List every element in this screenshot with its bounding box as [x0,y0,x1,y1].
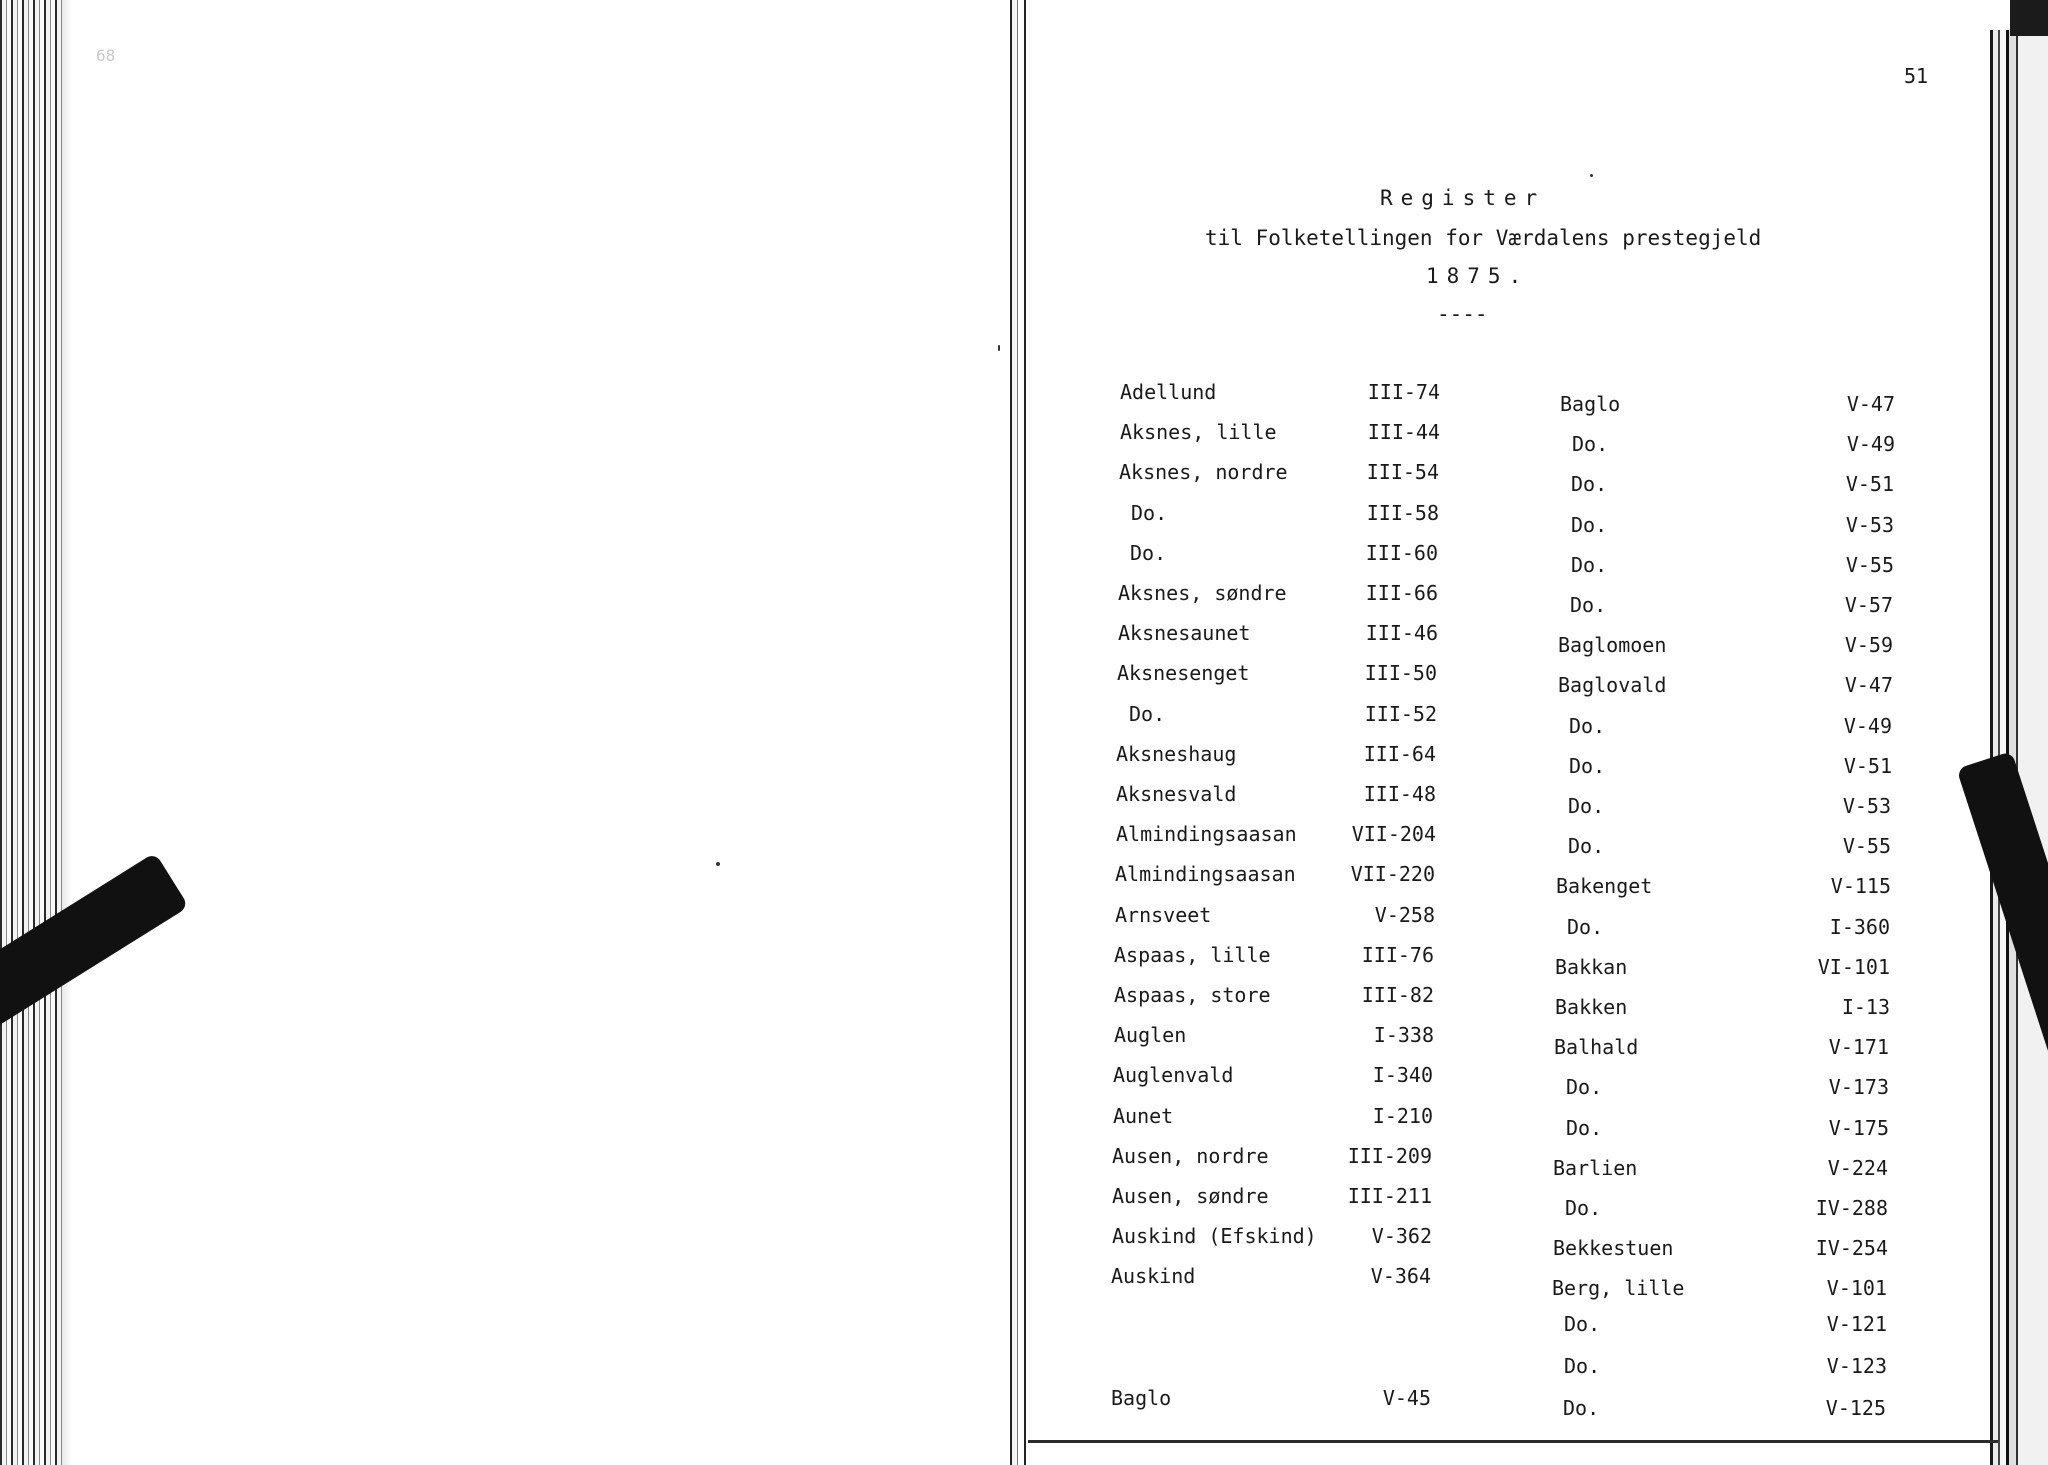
register-entry-name: Arnsveet [1115,902,1212,927]
register-entry-name: Baglovald [1558,673,1667,698]
page-number: 51 [1904,64,1929,88]
register-entry-ref: VII-204 [1351,822,1436,847]
register-entry-name: Do. [1129,701,1166,726]
register-entry-name: Aspaas, lille [1114,942,1271,967]
register-entry-ref: V-47 [1844,673,1893,698]
register-entry-name: Do. [1570,593,1607,617]
register-entry-ref: III-50 [1364,661,1437,686]
register-entry-name: Auskind (Efskind) [1112,1224,1317,1249]
register-entry-name: Do. [1569,753,1606,778]
register-entry-name: Aksnesenget [1117,661,1250,686]
register-entry-name: Barlien [1553,1155,1638,1180]
register-entry-name: Auglen [1114,1023,1187,1048]
register-entry-name: Do. [1563,1396,1600,1420]
register-entry-ref: III-76 [1361,942,1434,967]
register-subtitle: til Folketellingen for Værdalens prestegjeld [1205,226,1762,250]
register-entry-ref: III-52 [1364,701,1437,726]
register-entry-name: Bakenget [1556,874,1653,899]
register-entry-name: Auglenvald [1113,1063,1234,1088]
register-entry-name: Do. [1565,1196,1602,1220]
register-entry-ref: V-49 [1846,432,1895,457]
register-entry-name: Aksnes, nordre [1119,460,1288,485]
register-entry-name: Auskind [1111,1264,1196,1289]
register-entry-name: Ausen, nordre [1112,1143,1269,1168]
register-entry-name: Aksneshaug [1116,741,1237,766]
register-entry-ref: V-175 [1828,1115,1889,1140]
register-entry-ref: V-53 [1845,512,1894,537]
register-entry-ref: III-209 [1347,1143,1432,1168]
register-entry-ref: III-54 [1366,460,1439,485]
register-entry-name: Aksnes, søndre [1118,581,1287,605]
register-entry-ref: IV-288 [1815,1196,1888,1220]
speck [998,345,1000,351]
register-entry-ref: I-13 [1841,995,1890,1019]
register-entry-ref: V-173 [1828,1075,1889,1100]
register-entry-ref: III-211 [1347,1184,1432,1208]
register-entry-name: Bekkestuen [1553,1236,1674,1261]
book-edge-right [1990,30,2048,1465]
register-entry-ref: I-338 [1373,1023,1434,1048]
page-shadow-left [62,0,72,1465]
register-entry-name: Almindingsaasan [1116,822,1297,847]
register-entry-ref: III-60 [1365,540,1438,565]
register-entry-ref: III-46 [1365,621,1438,646]
register-entry-name: Do. [1566,1075,1603,1100]
speck [1590,174,1593,177]
page-bottom-edge [1028,1440,1998,1443]
book-gutter [1010,0,1028,1465]
register-title: Register [1380,186,1546,210]
register-entry-ref: III-82 [1361,983,1434,1007]
book-edge-left [0,0,62,1465]
register-entry-name: Aksnesaunet [1118,621,1251,646]
register-entry-ref: V-121 [1826,1312,1887,1336]
register-entry-name: Baglo [1111,1386,1172,1410]
register-entry-name: Do. [1571,512,1608,537]
register-entry-ref: V-123 [1826,1354,1887,1378]
register-entry-ref: VII-220 [1350,862,1435,887]
register-entry-name: Baglomoen [1558,633,1667,658]
register-entry-name: Bakkan [1555,954,1628,979]
register-entry-name: Do. [1568,794,1605,818]
register-entry-ref: V-57 [1844,593,1893,617]
register-entry-ref: V-45 [1382,1386,1431,1410]
register-entry-name: Do. [1571,552,1608,577]
register-entry-name: Do. [1572,432,1609,457]
register-entry-ref: V-258 [1374,902,1435,927]
register-entry-ref: I-340 [1372,1063,1433,1088]
register-entry-ref: V-51 [1843,753,1892,778]
register-entry-ref: III-74 [1367,380,1440,404]
register-entry-name: Do. [1566,1115,1603,1140]
register-entry-name: Aunet [1113,1103,1174,1128]
register-entry-ref: IV-254 [1815,1236,1888,1261]
register-entry-ref: V-171 [1828,1035,1889,1060]
register-entry-name: Do. [1564,1312,1601,1336]
register-entry-ref: III-64 [1363,741,1436,766]
register-entry-ref: V-55 [1842,834,1891,859]
register-entry-ref: V-47 [1846,392,1895,416]
register-entry-ref: V-53 [1842,794,1891,818]
register-entry-ref: V-224 [1827,1155,1888,1180]
header-separator: ---- [1437,302,1488,326]
register-entry-ref: V-101 [1826,1276,1887,1301]
register-entry-name: Do. [1564,1354,1601,1378]
register-entry-name: Do. [1571,472,1608,497]
register-entry-name: Bakken [1555,995,1628,1019]
register-entry-ref: VI-101 [1817,954,1890,979]
register-entry-name: Aspaas, store [1114,983,1271,1007]
register-entry-ref: V-115 [1830,874,1891,899]
register-entry-ref: III-44 [1367,420,1440,445]
register-entry-name: Berg, lille [1552,1276,1685,1301]
register-entry-name: Do. [1569,713,1606,738]
register-year: 1875. [1426,264,1530,288]
register-entry-ref: I-210 [1372,1103,1433,1128]
register-entry-name: Do. [1568,834,1605,859]
register-entry-name: Almindingsaasan [1115,862,1296,887]
register-entry-ref: V-362 [1371,1224,1432,1249]
register-entry-name: Baglo [1560,392,1621,416]
register-entry-ref: V-51 [1845,472,1894,497]
register-entry-name: Do. [1131,500,1168,525]
register-entry-ref: V-49 [1843,713,1892,738]
register-entry-name: Adellund [1120,380,1217,404]
register-entry-ref: I-360 [1829,914,1890,939]
register-entry-ref: V-364 [1370,1264,1431,1289]
register-entry-name: Do. [1130,540,1167,565]
register-entry-ref: III-58 [1366,500,1439,525]
pencil-mark: 68 [96,46,116,65]
register-entry-name: Ausen, søndre [1112,1184,1269,1208]
register-entry-name: Aksnes, lille [1120,420,1277,445]
speck [716,862,720,866]
register-entry-ref: V-125 [1825,1396,1886,1420]
register-entry-ref: III-66 [1365,581,1438,605]
register-entry-name: Balhald [1554,1035,1639,1060]
register-entry-ref: V-55 [1845,552,1894,577]
scan-corner [2010,0,2048,36]
register-entry-name: Aksnesvald [1116,782,1237,806]
register-entry-ref: III-48 [1363,782,1436,806]
register-entry-ref: V-59 [1844,633,1893,658]
register-entry-name: Do. [1567,914,1604,939]
